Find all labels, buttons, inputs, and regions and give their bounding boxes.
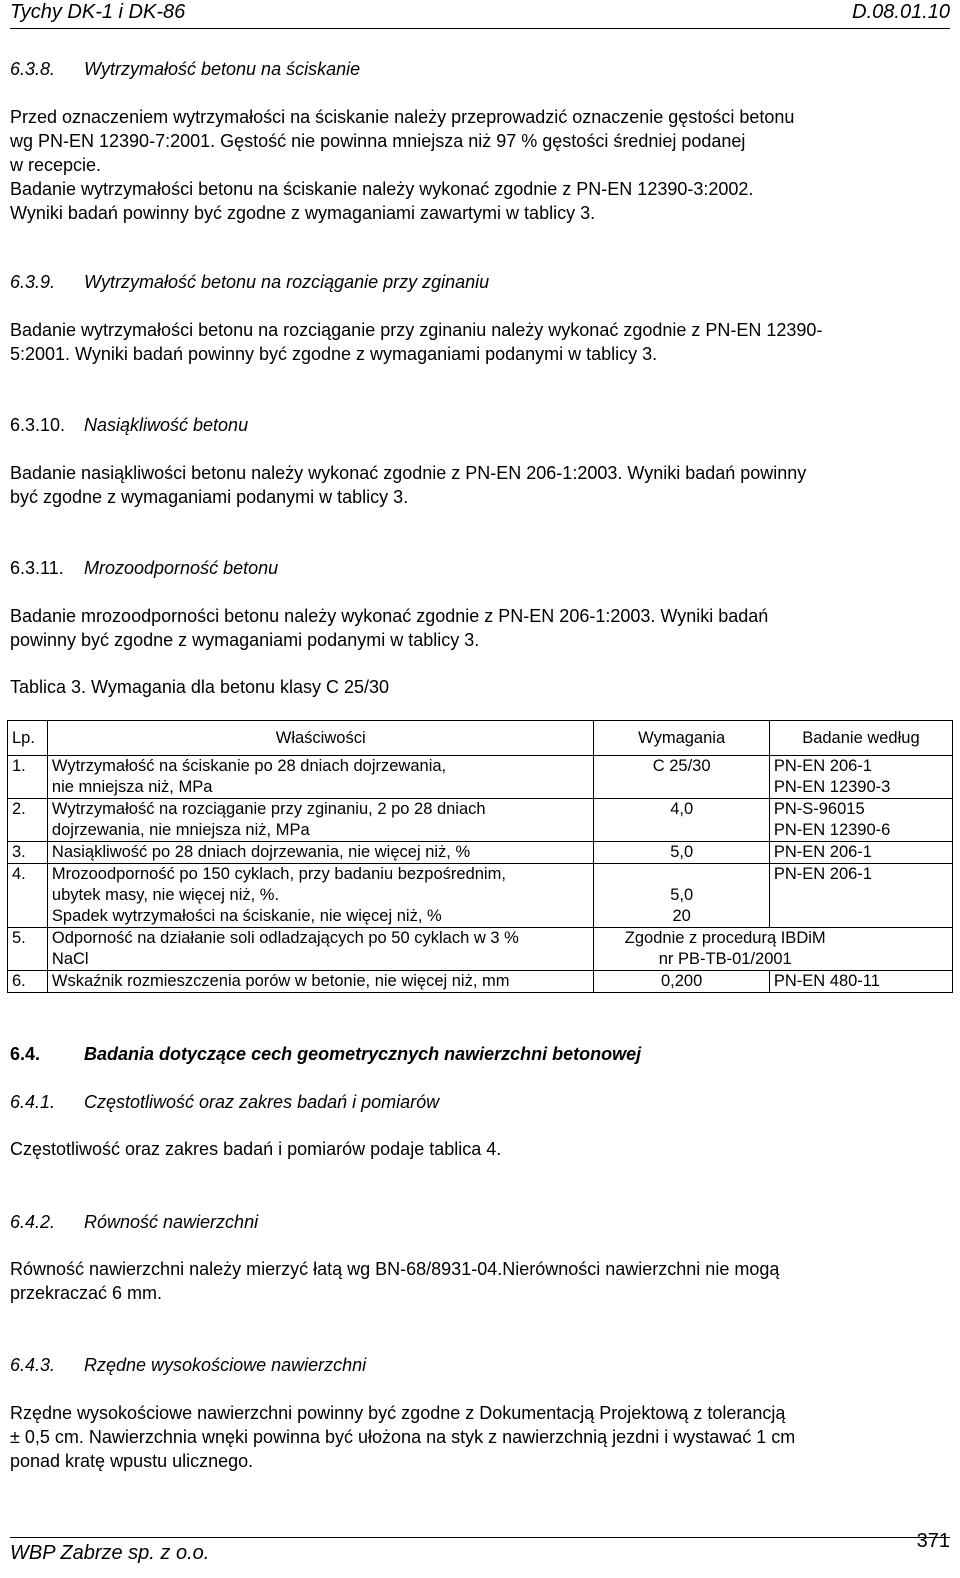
- section-heading-639: 6.3.9. Wytrzymałość betonu na rozciąganie przy zginaniu: [10, 272, 490, 292]
- section-body-6310: Badanie nasiąkliwości betonu należy wykonać zgodnie z PN-EN 206-1:2003. Wyniki badań powinny być zgodne z wymaganiami podanymi w tablicy 3.: [10, 463, 807, 507]
- row-property: Wytrzymałość na ściskanie po 28 dniach dojrzewania, nie mniejsza niż, MPa: [47, 756, 594, 799]
- row-property: Nasiąkliwość po 28 dniach dojrzewania, nie więcej niż, %: [47, 842, 594, 864]
- footer-company: WBP Zabrze sp. z o.o.: [10, 1542, 210, 1564]
- section-heading-641: 6.4.1. Częstotliwość oraz zakres badań i pomiarów: [10, 1092, 440, 1112]
- section-heading-64: 6.4. Badania dotyczące cech geometrycznych nawierzchni betonowej: [10, 1044, 642, 1064]
- row-standard: PN-S-96015 PN-EN 12390-6: [769, 799, 952, 842]
- row-requirement: 4,0: [594, 799, 769, 842]
- table-row: [8, 928, 953, 971]
- section-heading-638: 6.3.8. Wytrzymałość betonu na ściskanie: [10, 59, 361, 79]
- section-body-639: Badanie wytrzymałości betonu na rozciąganie przy zginaniu należy wykonać zgodnie z PN-EN 12390- 5:2001. Wyniki badań powinny być zgodne z wymaganiami podanymi w tablicy 3.: [10, 320, 823, 364]
- table-row: [8, 799, 953, 842]
- requirements-table: [7, 720, 953, 993]
- section-heading-6311: 6.3.11. Mrozoodporność betonu: [10, 558, 279, 578]
- section-body-641: Częstotliwość oraz zakres badań i pomiarów podaje tablica 4.: [10, 1139, 502, 1159]
- row-lp: 4.: [8, 864, 48, 928]
- section-body-643: Rzędne wysokościowe nawierzchni powinny być zgodne z Dokumentacją Projektową z tolerancją ± 0,5 cm. Nawierzchnia wnęki powinna być ułożona na styk z nawierzchnią jezdni i wystawać 1 cm ponad kratę wpustu ulicznego.: [10, 1403, 796, 1471]
- col-header-lp: Lp.: [8, 721, 48, 756]
- header-title: Tychy DK-1 i DK-86: [10, 1, 186, 23]
- section-heading-643: 6.4.3. Rzędne wysokościowe nawierzchni: [10, 1355, 367, 1375]
- page-header: [10, 0, 950, 29]
- section-body-642: Równość nawierzchni należy mierzyć łatą wg BN-68/8931-04.Nierówności nawierzchni nie mogą przekraczać 6 mm.: [10, 1259, 780, 1303]
- row-lp: 2.: [8, 799, 48, 842]
- row-lp: 6.: [8, 971, 48, 993]
- row-requirement: 0,200: [594, 971, 769, 993]
- table-caption: Tablica 3. Wymagania dla betonu klasy C 25/30: [10, 677, 390, 697]
- section-body-6311: Badanie mrozoodporności betonu należy wykonać zgodnie z PN-EN 206-1:2003. Wyniki badań powinny być zgodne z wymaganiami podanymi w tablicy 3.: [10, 606, 769, 650]
- table-header-row: [8, 721, 953, 756]
- col-header-properties: Właściwości: [47, 721, 594, 756]
- row-requirement: 5,0: [594, 842, 769, 864]
- header-code: D.08.01.10: [852, 1, 950, 23]
- row-requirement: 5,0 20: [594, 864, 769, 928]
- row-requirement: C 25/30: [594, 756, 769, 799]
- row-standard: PN-EN 206-1 PN-EN 12390-3: [769, 756, 952, 799]
- row-standard: PN-EN 480-11: [769, 971, 952, 993]
- col-header-standard: Badanie według: [769, 721, 952, 756]
- row-standard: PN-EN 206-1: [769, 842, 952, 864]
- table-row: [8, 842, 953, 864]
- row-property: Wytrzymałość na rozciąganie przy zginaniu, 2 po 28 dniach dojrzewania, nie mniejsza niż, MPa: [47, 799, 594, 842]
- page-number: 371: [916, 1530, 950, 1552]
- row-requirement: Zgodnie z procedurą IBDiM nr PB-TB-01/2001: [594, 928, 953, 971]
- table-row: [8, 971, 953, 993]
- row-property: Mrozoodporność po 150 cyklach, przy badaniu bezpośrednim, ubytek masy, nie więcej niż, %. Spadek wytrzymałości na ściskanie, nie więcej niż, %: [47, 864, 594, 928]
- row-lp: 3.: [8, 842, 48, 864]
- table-row: [8, 864, 953, 928]
- row-standard: PN-EN 206-1: [769, 864, 952, 928]
- row-lp: 5.: [8, 928, 48, 971]
- row-lp: 1.: [8, 756, 48, 799]
- page-footer: [10, 1530, 950, 1578]
- table-row: [8, 756, 953, 799]
- section-heading-6310: 6.3.10. Nasiąkliwość betonu: [10, 415, 249, 435]
- col-header-requirements: Wymagania: [594, 721, 769, 756]
- section-heading-642: 6.4.2. Równość nawierzchni: [10, 1212, 259, 1232]
- row-property: Wskaźnik rozmieszczenia porów w betonie, nie więcej niż, mm: [47, 971, 594, 993]
- section-body-638: Przed oznaczeniem wytrzymałości na ściskanie należy przeprowadzić oznaczenie gęstości betonu wg PN-EN 12390-7:2001. Gęstość nie powinna mniejsza niż 97 % gęstości średniej podanej w recepcie. Badanie wytrzymałości betonu na ściskanie należy wykonać zgodnie z PN-EN 12390-3:2002. Wyniki badań powinny być zgodne z wymaganiami zawartymi w tablicy 3.: [10, 107, 795, 223]
- row-property: Odporność na działanie soli odladzających po 50 cyklach w 3 % NaCl: [47, 928, 594, 971]
